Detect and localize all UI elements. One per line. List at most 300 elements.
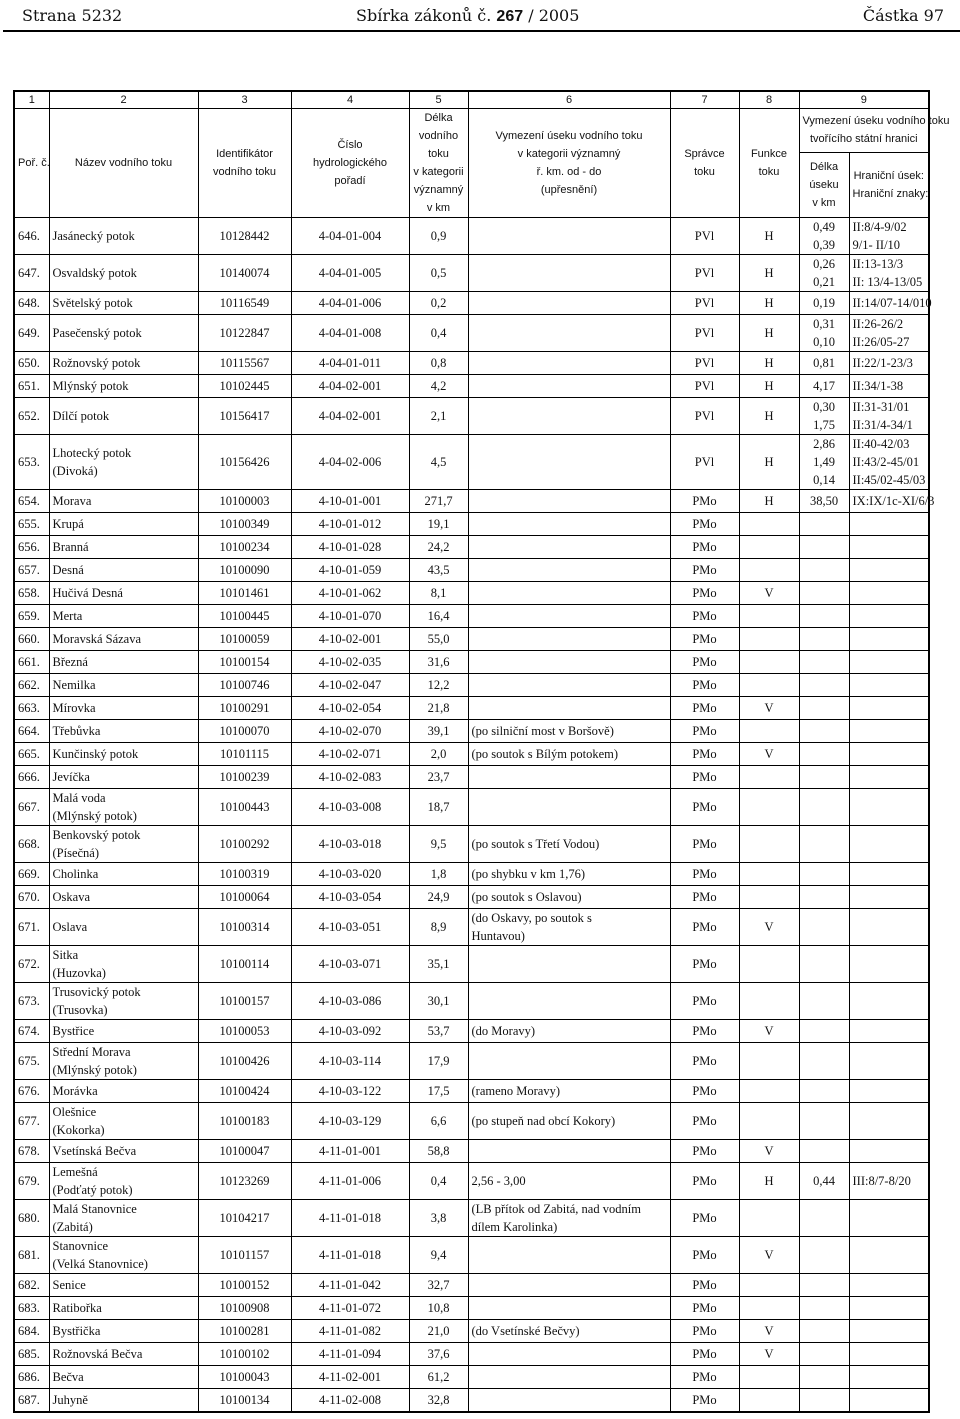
table-row: [14, 983, 929, 1020]
row-section: [468, 605, 670, 628]
row-order: 675.: [14, 1043, 49, 1080]
row-administrator: PMo: [670, 1103, 739, 1140]
row-section-length: [799, 1343, 849, 1366]
header-section-line: v kategorii významný: [517, 148, 621, 160]
table-row: [14, 513, 929, 536]
row-name-line: Senice: [52, 1278, 86, 1292]
table-row: [14, 315, 929, 352]
row-function: [739, 1366, 799, 1389]
row-hydro-order: 4-10-03-071: [291, 946, 409, 983]
row-hydro-order: 4-11-02-001: [291, 1366, 409, 1389]
row-identifier: 10100319: [198, 863, 291, 886]
row-name: [49, 697, 198, 720]
row-name-line: Cholinka: [52, 867, 99, 881]
column-number-row: [14, 91, 929, 109]
row-border-marks: [849, 559, 929, 582]
row-section-line: 2,56 - 3,00: [471, 1174, 526, 1188]
row-section: [468, 490, 670, 513]
row-section-line: (rameno Moravy): [471, 1084, 561, 1098]
table-row: [14, 1389, 929, 1413]
row-identifier: 10116549: [198, 292, 291, 315]
row-name-line: Ratibořka: [52, 1301, 102, 1315]
row-administrator: PMo: [670, 766, 739, 789]
row-order: 676.: [14, 1080, 49, 1103]
row-section-length-line: 0,26: [813, 257, 835, 271]
row-name-line: Trusovický potok: [52, 985, 141, 999]
row-identifier: 10100445: [198, 605, 291, 628]
row-section-length-line: 0,39: [813, 238, 835, 252]
header-section-length: [799, 152, 849, 217]
row-name: [49, 1389, 198, 1413]
row-border-marks: [849, 513, 929, 536]
row-hydro-order: 4-10-02-054: [291, 697, 409, 720]
row-length: 8,1: [409, 582, 468, 605]
row-name: [49, 218, 198, 255]
table-row: [14, 352, 929, 375]
header-identifier-line: Identifikátor: [216, 148, 273, 160]
row-border-marks: [849, 605, 929, 628]
row-order: 673.: [14, 983, 49, 1020]
row-name: [49, 1020, 198, 1043]
header-function-line: toku: [758, 166, 780, 178]
row-section-length: [799, 909, 849, 946]
row-administrator: PVl: [670, 352, 739, 375]
row-section-length: [799, 255, 849, 292]
row-identifier: 10123269: [198, 1163, 291, 1200]
row-border-marks-line: II:14/07-14/010: [852, 296, 932, 310]
row-identifier: 10100152: [198, 1274, 291, 1297]
row-name: [49, 536, 198, 559]
row-border-marks-line: IX:IX/1c-XI/6/3: [852, 494, 935, 508]
row-order: 653.: [14, 435, 49, 490]
row-hydro-order: 4-10-01-062: [291, 582, 409, 605]
row-section-length-line: 4,17: [813, 379, 835, 393]
row-length: 10,8: [409, 1297, 468, 1320]
row-hydro-order: 4-10-01-059: [291, 559, 409, 582]
row-order: 650.: [14, 352, 49, 375]
header-border-section-line: Vymezení úseku vodního toku: [802, 115, 950, 128]
row-section-length: [799, 398, 849, 435]
header-name: Název vodního toku: [49, 109, 198, 218]
row-section-length: [799, 1103, 849, 1140]
row-section: [468, 315, 670, 352]
row-hydro-order: 4-10-03-122: [291, 1080, 409, 1103]
table-row: [14, 1140, 929, 1163]
row-administrator: PMo: [670, 1043, 739, 1080]
row-section-line: (po stupeň nad obcí Kokory): [471, 1114, 616, 1128]
row-name: [49, 766, 198, 789]
row-hydro-order: 4-11-01-018: [291, 1200, 409, 1237]
row-identifier: 10100183: [198, 1103, 291, 1140]
row-name-line: Benkovský potok: [52, 828, 141, 842]
row-name-line: Morávka: [52, 1084, 98, 1098]
row-section-line: (po soutok s Bílým potokem): [471, 747, 619, 761]
row-function: [739, 674, 799, 697]
row-section: [468, 909, 670, 946]
row-order: 682.: [14, 1274, 49, 1297]
row-section: [468, 1237, 670, 1274]
water-courses-table: [13, 90, 950, 1413]
row-border-marks: [849, 909, 929, 946]
row-identifier: 10100102: [198, 1343, 291, 1366]
row-administrator: PMo: [670, 1140, 739, 1163]
table-row: [14, 789, 929, 826]
row-function: V: [739, 743, 799, 766]
row-administrator: PVl: [670, 315, 739, 352]
row-border-marks: [849, 582, 929, 605]
row-hydro-order: 4-11-01-042: [291, 1274, 409, 1297]
header-border-marks: [849, 152, 929, 217]
row-section-line: dílem Karolinka): [471, 1220, 558, 1234]
row-border-marks: [849, 1140, 929, 1163]
row-length: 21,0: [409, 1320, 468, 1343]
row-name-line: Bystřička: [52, 1324, 101, 1338]
row-section: [468, 743, 670, 766]
row-section-length: [799, 789, 849, 826]
row-function: [739, 1043, 799, 1080]
row-name-line: Jasánecký potok: [52, 229, 135, 243]
row-order: 680.: [14, 1200, 49, 1237]
row-order: 658.: [14, 582, 49, 605]
row-name: [49, 983, 198, 1020]
header-section-line: ř. km. od - do: [536, 166, 602, 178]
row-section: [468, 886, 670, 909]
table-row: [14, 559, 929, 582]
row-section: [468, 1320, 670, 1343]
row-length: 0,4: [409, 315, 468, 352]
row-identifier: 10100426: [198, 1043, 291, 1080]
row-length: 17,9: [409, 1043, 468, 1080]
row-order: 674.: [14, 1020, 49, 1043]
row-section-length: [799, 315, 849, 352]
row-section: [468, 789, 670, 826]
row-section-length-line: 0,10: [813, 335, 835, 349]
row-name: [49, 315, 198, 352]
row-section-length: [799, 536, 849, 559]
row-function: [739, 826, 799, 863]
row-border-marks-line: II:34/1-38: [852, 379, 904, 393]
row-identifier: 10140074: [198, 255, 291, 292]
row-name: [49, 255, 198, 292]
header-section: [468, 109, 670, 218]
row-function: V: [739, 909, 799, 946]
row-section-length: [799, 605, 849, 628]
row-length: 32,7: [409, 1274, 468, 1297]
header-section-length-line: Délka: [809, 160, 839, 173]
row-section-length: [799, 218, 849, 255]
table-row: [14, 218, 929, 255]
row-function: [739, 1389, 799, 1413]
row-border-marks-line: II:8/4-9/02: [852, 220, 907, 234]
row-section: [468, 826, 670, 863]
row-administrator: PMo: [670, 1297, 739, 1320]
row-name-line: (Huzovka): [52, 966, 106, 980]
row-length: 0,4: [409, 1163, 468, 1200]
law-number: 267: [496, 8, 524, 25]
row-administrator: PMo: [670, 743, 739, 766]
row-order: 649.: [14, 315, 49, 352]
table-row: [14, 1343, 929, 1366]
row-administrator: PMo: [670, 490, 739, 513]
row-name-line: Dílčí potok: [52, 409, 110, 423]
row-section-line: Huntavou): [471, 929, 525, 943]
table-row: [14, 863, 929, 886]
row-administrator: PMo: [670, 720, 739, 743]
row-section: [468, 863, 670, 886]
row-administrator: PMo: [670, 983, 739, 1020]
row-section-length-line: 0,14: [813, 473, 835, 487]
row-identifier: 10100053: [198, 1020, 291, 1043]
row-section-length-line: 38,50: [809, 494, 839, 508]
row-hydro-order: 4-04-01-011: [291, 352, 409, 375]
row-border-marks: [849, 352, 929, 375]
row-hydro-order: 4-11-01-001: [291, 1140, 409, 1163]
header-length-line: v kategorii: [413, 166, 464, 178]
row-section: [468, 1103, 670, 1140]
row-identifier: 10100157: [198, 983, 291, 1020]
row-order: 666.: [14, 766, 49, 789]
row-border-marks: [849, 1389, 929, 1413]
row-section-length: [799, 513, 849, 536]
table-row: [14, 766, 929, 789]
row-name-line: Morava: [52, 494, 92, 508]
header-hydro-order-line: Číslo: [337, 139, 363, 151]
row-name: [49, 1200, 198, 1237]
row-hydro-order: 4-11-01-006: [291, 1163, 409, 1200]
row-function: [739, 766, 799, 789]
table-row: [14, 909, 929, 946]
row-hydro-order: 4-10-01-028: [291, 536, 409, 559]
row-administrator: PMo: [670, 628, 739, 651]
row-name: [49, 789, 198, 826]
row-length: 53,7: [409, 1020, 468, 1043]
row-administrator: PMo: [670, 1389, 739, 1413]
row-administrator: PMo: [670, 1163, 739, 1200]
row-name-line: Olešnice: [52, 1105, 97, 1119]
collection-year: / 2005: [523, 6, 580, 25]
row-name: [49, 863, 198, 886]
row-name: [49, 1320, 198, 1343]
row-identifier: 10100291: [198, 697, 291, 720]
row-identifier: 10100908: [198, 1297, 291, 1320]
row-name: [49, 1366, 198, 1389]
row-name: [49, 1140, 198, 1163]
header-hydro-order-line: pořadí: [334, 175, 366, 187]
header-section-length-line: úseku: [809, 178, 839, 191]
row-name-line: Mírovka: [52, 701, 96, 715]
row-function: [739, 1103, 799, 1140]
row-name-line: (Mlýnský potok): [52, 809, 137, 823]
row-name-line: Pasečenský potok: [52, 326, 142, 340]
collection-prefix: Sbírka zákonů č.: [356, 6, 497, 25]
row-section-length: [799, 375, 849, 398]
row-border-marks: [849, 674, 929, 697]
row-order: 656.: [14, 536, 49, 559]
row-border-marks: [849, 1020, 929, 1043]
row-section-length: [799, 628, 849, 651]
row-border-marks-line: II:22/1-23/3: [852, 356, 913, 370]
row-hydro-order: 4-10-02-001: [291, 628, 409, 651]
row-border-marks-line: 9/1- II/10: [852, 238, 901, 252]
row-order: 670.: [14, 886, 49, 909]
row-order: 664.: [14, 720, 49, 743]
row-function: H: [739, 1163, 799, 1200]
header-administrator-line: Správce: [684, 148, 725, 160]
header-section-line: (upřesnění): [540, 184, 598, 196]
row-border-marks: [849, 628, 929, 651]
row-administrator: PVl: [670, 398, 739, 435]
row-name: [49, 1080, 198, 1103]
row-border-marks: [849, 1103, 929, 1140]
row-identifier: 10100154: [198, 651, 291, 674]
row-border-marks: [849, 536, 929, 559]
row-border-marks: [849, 398, 929, 435]
row-order: 668.: [14, 826, 49, 863]
row-border-marks-line: II:43/2-45/01: [852, 455, 920, 469]
row-name-line: (Mlýnský potok): [52, 1063, 137, 1077]
row-section-line: (po silniční most v Boršově): [471, 724, 614, 738]
row-name-line: Krupá: [52, 517, 84, 531]
row-administrator: PMo: [670, 1200, 739, 1237]
row-section: [468, 352, 670, 375]
row-name: [49, 1103, 198, 1140]
row-name-line: (Písečná): [52, 846, 100, 860]
table-row: [14, 1320, 929, 1343]
table-row: [14, 1237, 929, 1274]
row-administrator: PMo: [670, 697, 739, 720]
column-number: 8: [739, 91, 799, 109]
row-section-length: [799, 1020, 849, 1043]
row-name: [49, 352, 198, 375]
row-border-marks-line: II:26-26/2: [852, 317, 904, 331]
row-length: 19,1: [409, 513, 468, 536]
row-length: 0,9: [409, 218, 468, 255]
table-row: [14, 292, 929, 315]
row-border-marks: [849, 720, 929, 743]
header-hydro-order-line: hydrologického: [313, 157, 387, 169]
row-identifier: 10100746: [198, 674, 291, 697]
row-name: [49, 398, 198, 435]
row-hydro-order: 4-11-01-072: [291, 1297, 409, 1320]
row-name: [49, 490, 198, 513]
row-length: 55,0: [409, 628, 468, 651]
page-header: [0, 0, 960, 31]
row-function: [739, 1274, 799, 1297]
row-section: [468, 1274, 670, 1297]
row-identifier: 10128442: [198, 218, 291, 255]
row-section-length-line: 0,31: [813, 317, 835, 331]
column-number: 4: [291, 91, 409, 109]
table-row: [14, 1366, 929, 1389]
row-order: 686.: [14, 1366, 49, 1389]
row-name: [49, 886, 198, 909]
row-section: [468, 582, 670, 605]
row-border-marks-line: II:26/05-27: [852, 335, 910, 349]
row-function: H: [739, 435, 799, 490]
column-number: 6: [468, 91, 670, 109]
row-border-marks-line: II:40-42/03: [852, 437, 910, 451]
row-hydro-order: 4-10-03-092: [291, 1020, 409, 1043]
table-row: [14, 536, 929, 559]
row-section: [468, 674, 670, 697]
row-identifier: 10101157: [198, 1237, 291, 1274]
row-border-marks: [849, 255, 929, 292]
row-section: [468, 1200, 670, 1237]
row-border-marks-line: II: 13/4-13/05: [852, 275, 923, 289]
row-name-line: Oslava: [52, 920, 88, 934]
row-length: 2,1: [409, 398, 468, 435]
row-hydro-order: 4-10-01-070: [291, 605, 409, 628]
row-length: 18,7: [409, 789, 468, 826]
row-administrator: PMo: [670, 789, 739, 826]
row-hydro-order: 4-04-01-005: [291, 255, 409, 292]
row-section: [468, 1020, 670, 1043]
row-section-length: [799, 292, 849, 315]
row-section-length: [799, 826, 849, 863]
row-section: [468, 1366, 670, 1389]
row-section-length: [799, 720, 849, 743]
row-function: H: [739, 315, 799, 352]
row-function: H: [739, 352, 799, 375]
row-order: 681.: [14, 1237, 49, 1274]
row-order: 685.: [14, 1343, 49, 1366]
row-administrator: PMo: [670, 909, 739, 946]
row-identifier: 10100090: [198, 559, 291, 582]
row-length: 23,7: [409, 766, 468, 789]
row-hydro-order: 4-10-03-129: [291, 1103, 409, 1140]
row-length: 0,5: [409, 255, 468, 292]
header-administrator-line: toku: [694, 166, 715, 178]
row-border-marks: [849, 946, 929, 983]
row-length: 35,1: [409, 946, 468, 983]
row-order: 667.: [14, 789, 49, 826]
row-border-marks-line: II:31/4-34/1: [852, 418, 913, 432]
row-name-line: (Trusovka): [52, 1003, 108, 1017]
header-length-line: vodního: [418, 130, 459, 142]
row-function: V: [739, 1237, 799, 1274]
row-administrator: PMo: [670, 946, 739, 983]
row-function: [739, 983, 799, 1020]
row-section-length: [799, 674, 849, 697]
row-length: 37,6: [409, 1343, 468, 1366]
row-administrator: PMo: [670, 1343, 739, 1366]
row-function: [739, 789, 799, 826]
column-number: 1: [14, 91, 49, 109]
header-administrator: [670, 109, 739, 218]
row-administrator: PVl: [670, 255, 739, 292]
row-order: 669.: [14, 863, 49, 886]
header-length-line: toku: [428, 148, 449, 160]
row-name: [49, 651, 198, 674]
row-function: [739, 863, 799, 886]
row-identifier: 10100047: [198, 1140, 291, 1163]
table-row: [14, 628, 929, 651]
row-name-line: Nemilka: [52, 678, 96, 692]
table-row: [14, 1080, 929, 1103]
row-border-marks: [849, 1274, 929, 1297]
table-row: [14, 435, 929, 490]
row-border-marks: [849, 1237, 929, 1274]
row-name-line: Jevíčka: [52, 770, 90, 784]
table-row: [14, 743, 929, 766]
row-border-marks: [849, 651, 929, 674]
row-length: 24,2: [409, 536, 468, 559]
row-function: [739, 651, 799, 674]
row-length: 43,5: [409, 559, 468, 582]
row-function: H: [739, 375, 799, 398]
row-identifier: 10100064: [198, 886, 291, 909]
row-section-length-line: 1,49: [813, 455, 835, 469]
